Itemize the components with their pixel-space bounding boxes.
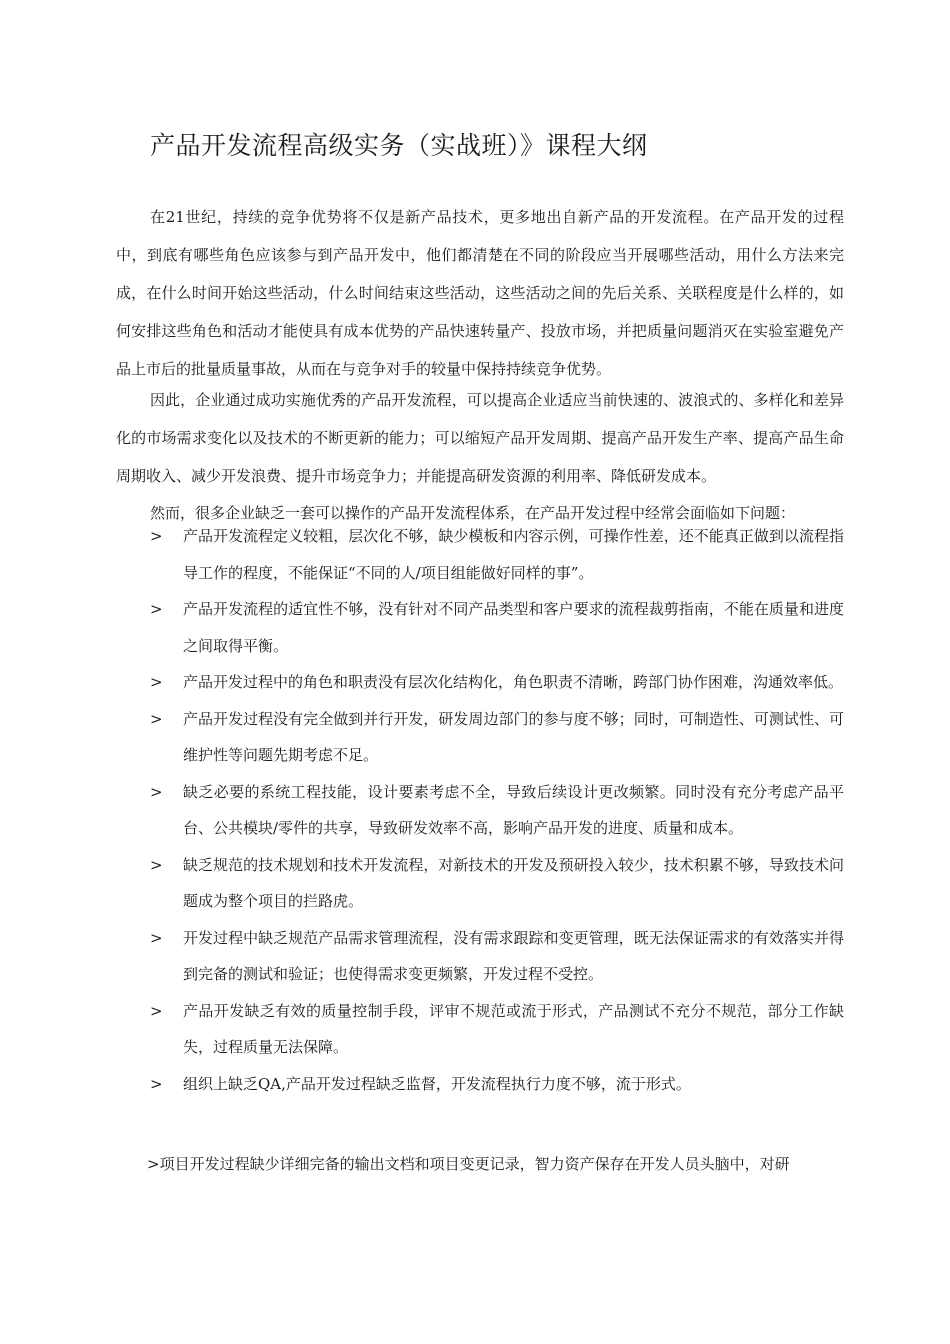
- list-item: [116, 1066, 844, 1103]
- bullet-marker: >: [150, 527, 163, 545]
- bullet-marker: >: [150, 1001, 163, 1020]
- list-item-text: 产品开发过程没有完全做到并行开发，研发周边部门的参与度不够；同时，可制造性、可测试性、可维护性等问题先期考虑不足。: [183, 709, 844, 764]
- document-title: 产品开发流程高级实务（实战班）》课程大纲: [150, 131, 648, 160]
- list-item: [116, 993, 844, 1066]
- list-item: [116, 847, 844, 920]
- bullet-marker: >: [150, 928, 163, 947]
- list-item-text: 缺乏规范的技术规划和技术开发流程，对新技术的开发及预研投入较少，技术积累不够，导致技术问题成为整个项目的拦路虎。: [183, 855, 844, 910]
- list-item: [116, 920, 844, 993]
- list-item-text: 缺乏必要的系统工程技能，设计要素考虑不全，导致后续设计更改频繁。同时没有充分考虑产品平台、公共模块/零件的共享，导致研发效率不高，影响产品开发的进度、质量和成本。: [183, 782, 844, 837]
- list-item: [116, 664, 844, 701]
- truncated-bullet-line: >项目开发过程缺少详细完备的输出文档和项目变更记录，智力资产保存在开发人员头脑中，对研: [147, 1155, 790, 1173]
- list-item-text: 组织上缺乏QA,产品开发过程缺乏监督，开发流程执行力度不够，流于形式。: [183, 1074, 691, 1093]
- list-item-text: 开发过程中缺乏规范产品需求管理流程，没有需求跟踪和变更管理，既无法保证需求的有效落实并得到完备的测试和验证；也使得需求变更频繁，开发过程不受控。: [183, 928, 844, 983]
- problem-list: [116, 518, 844, 1102]
- list-item-text: 产品开发缺乏有效的质量控制手段，评审不规范或流于形式，产品测试不充分不规范，部分工作缺失，过程质量无法保障。: [183, 1001, 844, 1056]
- list-item-text: 产品开发流程定义较粗，层次化不够，缺少模板和内容示例，可操作性差，还不能真正做到以流程指导工作的程度，不能保证“不同的人/项目组能做好同样的事”。: [183, 527, 844, 582]
- bullet-marker: >: [150, 855, 163, 874]
- problems-intro-paragraph: 然而，很多企业缺乏一套可以操作的产品开发流程体系，在产品开发过程中经常会面临如下问题：: [150, 504, 796, 522]
- bullet-marker: >: [150, 782, 163, 801]
- list-item-text: 产品开发流程的适宜性不够，没有针对不同产品类型和客户要求的流程裁剪指南，不能在质量和进度之间取得平衡。: [183, 600, 844, 655]
- intro-paragraph: 在21世纪，持续的竞争优势将不仅是新产品技术，更多地出自新产品的开发流程。在产品开发的过程中，到底有哪些角色应该参与到产品开发中，他们都清楚在不同的阶段应当开展哪些活动，用什么方法来完成，在什么时间开始这些活动，什么时间结束这些活动，这些活动之间的先后关系、关联程度是什么样的，如何安排这些角色和活动才能使具有成本优势的产品快速转量产、投放市场，并把质量问题消灭在实验室避免产品上市后的批量质量事故，从而在与竞争对手的较量中保持持续竞争优势。: [116, 208, 844, 378]
- bullet-marker: >: [150, 1074, 163, 1093]
- bullet-marker: >: [150, 709, 163, 728]
- list-item-text: 产品开发过程中的角色和职责没有层次化结构化，角色职责不清晰，跨部门协作困难，沟通效率低。: [183, 673, 844, 691]
- list-item: [116, 591, 844, 664]
- list-item: [116, 701, 844, 774]
- list-item: [116, 518, 844, 591]
- benefits-paragraph: 因此，企业通过成功实施优秀的产品开发流程，可以提高企业适应当前快速的、波浪式的、多样化和差异化的市场需求变化以及技术的不断更新的能力；可以缩短产品开发周期、提高产品开发生产率、提高产品生命周期收入、减少开发浪费、提升市场竞争力；并能提高研发资源的利用率、降低研发成本。: [116, 391, 844, 485]
- bullet-marker: >: [150, 673, 163, 691]
- list-item: [116, 774, 844, 847]
- bullet-marker: >: [150, 600, 163, 618]
